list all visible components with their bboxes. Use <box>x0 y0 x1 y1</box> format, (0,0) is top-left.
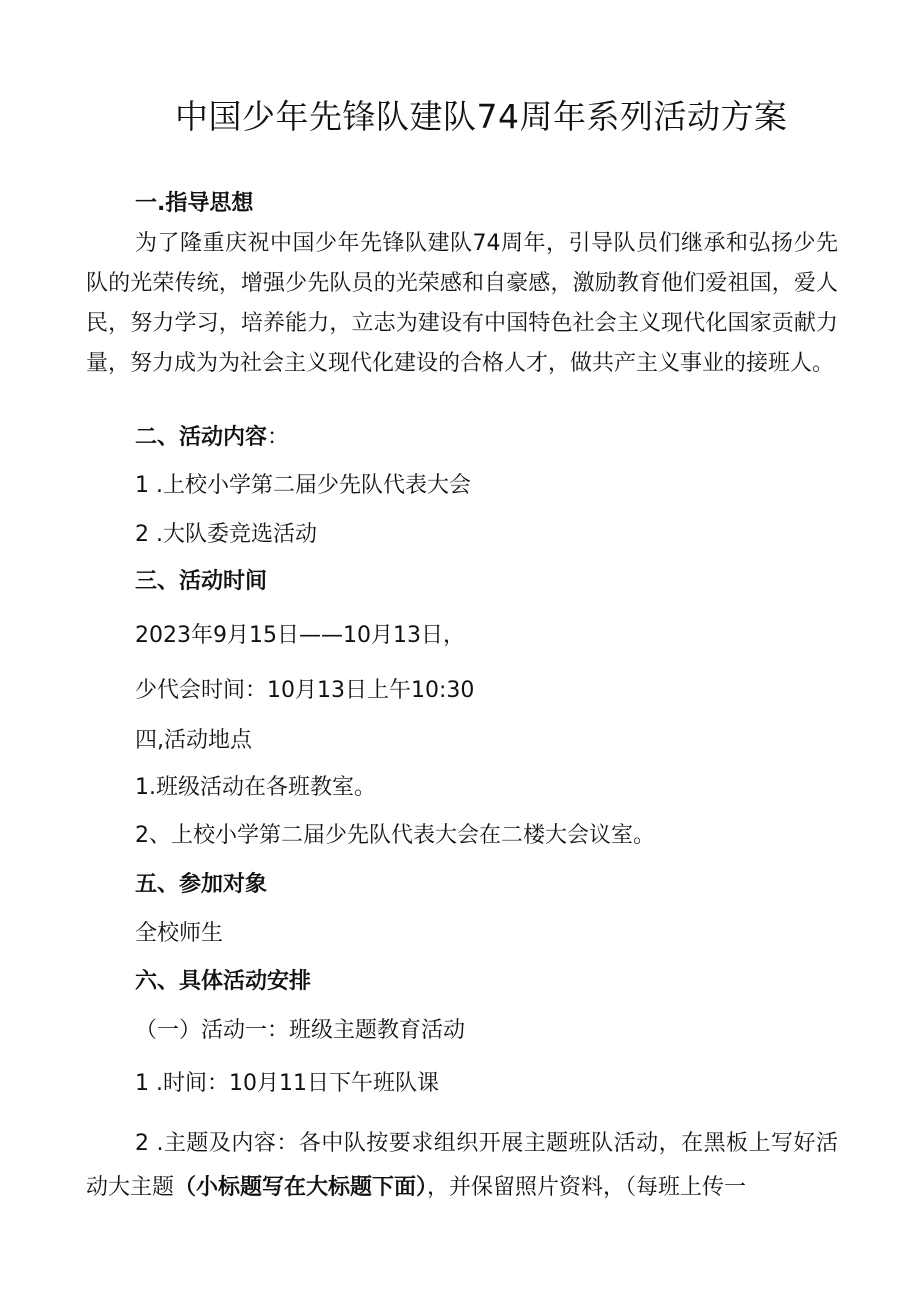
section-6-heading: 六、具体活动安排 <box>135 969 312 994</box>
section-2-heading-line <box>135 424 289 452</box>
section-2-heading: 二、活动内容 <box>135 425 268 450</box>
section-2-item-1: 1 .上校小学第二届少先队代表大会 <box>135 473 471 498</box>
section-1-body: 为了隆重庆祝中国少年先锋队建队74周年，引导队员们继承和弘扬少先队的光荣传统，增强少先队员的光荣感和自豪感，激励教育他们爱祖国，爱人民，努力学习，培养能力，立志为建设有中国特色社会主义现代化国家贡献力量，努力成为为社会主义现代化建设的合格人才，做共产主义事业的接班人。 <box>86 231 838 376</box>
section-4-heading: 四,活动地点 <box>135 728 252 753</box>
section-6-item-1: 1 .时间：10月11日下午班队课 <box>135 1071 439 1096</box>
section-6-item-2-text-b: ，并保留照片资料，（每班上传一 <box>427 1175 747 1200</box>
section-2-colon: ： <box>267 425 290 450</box>
section-6-item-2-text-a: 2 .主题及内容：各中队按要求组织开展主题班队活动，在黑板上写好活动大主题 <box>86 1131 838 1200</box>
document-title: 中国少年先锋队建队74周年系列活动方案 <box>175 97 788 136</box>
section-3-heading: 三、活动时间 <box>135 569 268 594</box>
section-6-item-2-bold-note: （小标题写在大标题下面） <box>174 1175 428 1200</box>
section-6-item-2 <box>86 1122 838 1210</box>
section-5-body: 全校师生 <box>135 921 224 946</box>
section-3-meeting-time: 少代会时间：10月13日上午10:30 <box>135 678 475 703</box>
section-3-date-range: 2023年9月15日——10月13日， <box>135 623 465 648</box>
section-4-item-2: 2、上校小学第二届少先队代表大会在二楼大会议室。 <box>135 823 655 848</box>
section-2-item-2: 2 .大队委竞选活动 <box>135 522 317 547</box>
section-1-heading: 一.指导思想 <box>135 191 254 216</box>
section-5-heading: 五、参加对象 <box>135 872 268 897</box>
section-4-item-1: 1.班级活动在各班教室。 <box>135 775 376 800</box>
section-6-subheading-1: （一）活动一：班级主题教育活动 <box>135 1018 466 1043</box>
